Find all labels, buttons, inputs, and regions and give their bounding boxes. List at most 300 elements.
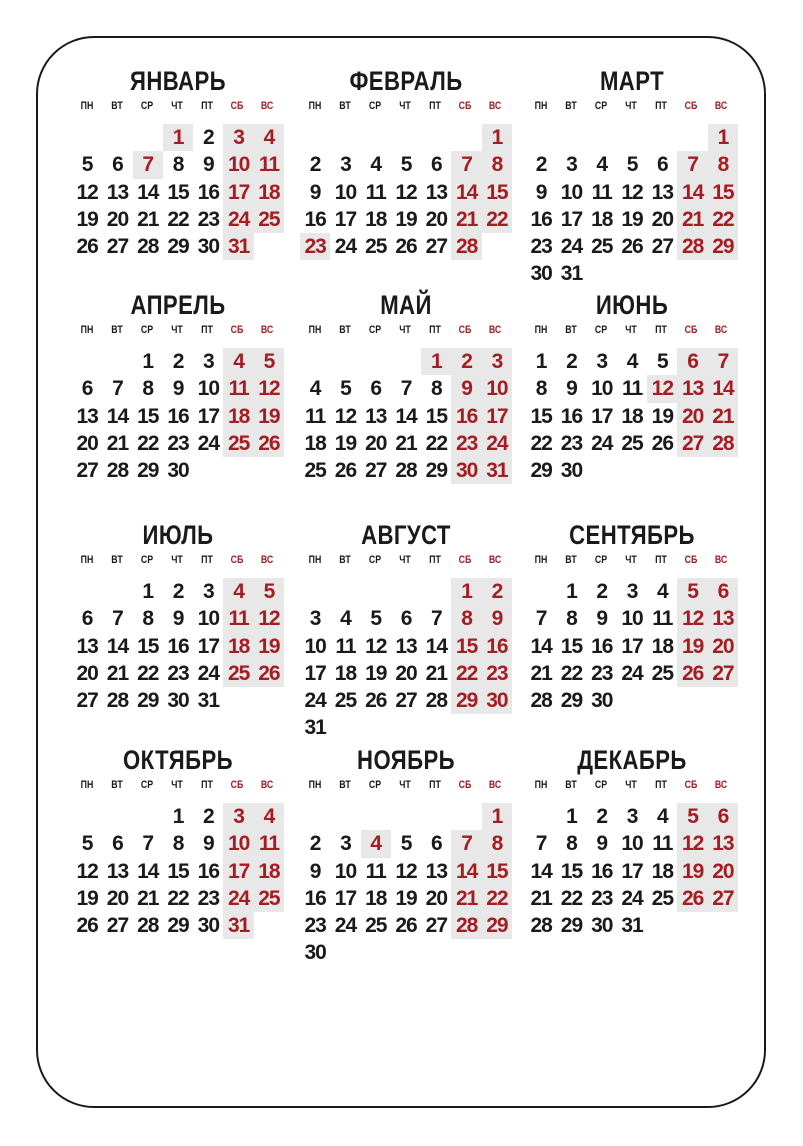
weekday-label: ВС: [714, 554, 728, 566]
day-cell: 24: [621, 886, 643, 910]
day-cell: 10: [197, 607, 220, 631]
day-cell: 18: [334, 661, 357, 685]
day-cell: 21: [395, 431, 417, 455]
day-cell-holiday: 19: [254, 403, 284, 430]
day-cell: 16: [530, 207, 552, 231]
day-cell: 7: [535, 832, 547, 856]
day-cell-holiday: 25: [254, 206, 284, 233]
day-cell: 21: [106, 661, 129, 685]
empty-cell: [526, 124, 556, 151]
day-cell: 7: [400, 377, 412, 401]
day-cell-holiday: 14: [708, 375, 738, 402]
day-cell: 24: [621, 661, 643, 685]
day-cell-holiday: 17: [223, 858, 253, 885]
day-cell: 20: [365, 431, 387, 455]
day-cell-holiday: 29: [451, 687, 481, 714]
weekday-label: ВТ: [339, 779, 351, 791]
day-cell-holiday: 28: [677, 233, 707, 260]
day-cell-holiday: 24: [482, 430, 512, 457]
weekday-label: СБ: [458, 100, 472, 112]
day-cell: 18: [621, 404, 643, 428]
day-cell: 10: [334, 859, 357, 883]
day-cell: 4: [656, 580, 668, 603]
day-cell: 5: [81, 832, 93, 856]
weekday-label: ВС: [260, 100, 274, 112]
weekday-header: [300, 100, 512, 114]
day-cell: 22: [137, 661, 159, 685]
day-grid: [300, 803, 512, 967]
day-cell-holiday: 10: [223, 151, 253, 178]
day-cell: 8: [566, 832, 577, 856]
day-cell-holiday: 28: [451, 912, 481, 939]
month-title: МАРТ: [599, 66, 665, 96]
day-cell: 1: [172, 805, 184, 828]
day-cell: 18: [365, 207, 387, 231]
day-cell-holiday: 3: [223, 124, 253, 151]
day-cell-holiday: 22: [451, 660, 481, 687]
day-cell: 28: [137, 914, 159, 938]
day-cell: 30: [530, 262, 552, 286]
day-cell: 1: [142, 580, 154, 603]
weekday-header: [526, 100, 738, 114]
day-cell: 1: [566, 580, 577, 603]
day-cell: 21: [530, 661, 552, 685]
empty-cell: [300, 348, 330, 375]
day-cell: 24: [334, 235, 357, 259]
day-cell: 5: [370, 607, 382, 631]
day-cell: 24: [197, 661, 220, 685]
day-cell: 25: [365, 235, 387, 259]
empty-cell: [361, 348, 391, 375]
day-cell-holiday: 24: [223, 206, 253, 233]
empty-cell: [72, 578, 102, 605]
day-cell-holiday: 5: [254, 578, 284, 605]
day-cell-holiday: 20: [708, 633, 738, 660]
day-cell: 17: [334, 886, 357, 910]
weekday-label: ВС: [714, 324, 728, 336]
day-cell: 3: [202, 350, 214, 373]
day-cell-holiday: 30: [482, 687, 512, 714]
day-cell: 21: [530, 886, 552, 910]
month-block: [526, 290, 738, 484]
day-cell: 4: [656, 805, 668, 828]
empty-cell: [330, 578, 360, 605]
weekday-header: [300, 554, 512, 568]
day-cell-holiday: 5: [677, 803, 707, 830]
day-cell-holiday: 12: [647, 375, 677, 402]
day-cell: 14: [530, 634, 552, 658]
day-cell-holiday: 7: [677, 151, 707, 178]
empty-cell: [330, 124, 360, 151]
day-cell: 23: [167, 661, 189, 685]
empty-cell: [102, 124, 132, 151]
day-cell: 3: [566, 153, 577, 177]
day-cell: 13: [651, 180, 674, 204]
day-cell-holiday: 4: [223, 578, 253, 605]
day-cell: 24: [560, 235, 583, 259]
day-cell: 12: [621, 180, 643, 204]
weekday-label: ВС: [488, 779, 502, 791]
day-cell: 26: [334, 459, 357, 483]
day-cell-holiday: 9: [482, 605, 512, 632]
empty-cell: [330, 803, 360, 830]
day-cell: 9: [596, 607, 608, 631]
weekday-header: [72, 554, 284, 568]
weekday-label: СР: [140, 779, 154, 791]
weekday-header: [72, 779, 284, 793]
day-cell: 31: [304, 716, 326, 740]
day-cell: 24: [197, 431, 220, 455]
day-cell: 3: [596, 350, 608, 373]
month-title: МАЙ: [380, 290, 432, 320]
month-title: АВГУСТ: [361, 520, 451, 550]
empty-cell: [300, 578, 330, 605]
weekday-label: СР: [368, 779, 382, 791]
day-cell: 2: [202, 805, 214, 828]
day-cell: 26: [365, 689, 387, 713]
weekday-label: ЧТ: [625, 554, 637, 566]
weekday-label: СР: [368, 324, 382, 336]
day-cell-holiday: 13: [677, 375, 707, 402]
day-cell-holiday: 25: [223, 660, 253, 687]
empty-cell: [526, 803, 556, 830]
day-cell: 20: [425, 207, 448, 231]
weekday-label: ВТ: [111, 779, 123, 791]
day-cell-holiday: 18: [223, 633, 253, 660]
day-cell-holiday: 22: [482, 206, 512, 233]
day-cell: 10: [197, 377, 220, 401]
day-cell: 30: [197, 235, 220, 259]
day-cell: 27: [365, 459, 387, 483]
weekday-label: ПН: [80, 324, 94, 336]
day-cell-holiday: 10: [482, 375, 512, 402]
day-cell: 20: [395, 661, 417, 685]
day-cell: 8: [430, 377, 442, 401]
weekday-label: ВТ: [565, 324, 577, 336]
day-cell: 26: [621, 235, 643, 259]
month-title: ФЕВРАЛЬ: [349, 66, 463, 96]
day-cell: 22: [167, 886, 189, 910]
weekday-label: ПН: [80, 554, 94, 566]
day-cell: 15: [167, 859, 189, 883]
day-cell: 23: [304, 914, 326, 938]
day-cell: 8: [172, 832, 184, 856]
day-cell: 4: [370, 153, 382, 177]
weekday-label: ВТ: [565, 779, 577, 791]
day-cell-holiday: 10: [223, 830, 253, 857]
day-cell: 12: [365, 634, 387, 658]
weekday-label: ЧТ: [625, 324, 637, 336]
day-cell: 25: [334, 689, 357, 713]
day-grid: [526, 348, 738, 484]
day-cell: 11: [335, 634, 356, 658]
weekday-label: СБ: [684, 100, 698, 112]
day-cell: 12: [76, 180, 98, 204]
day-cell: 27: [76, 459, 98, 483]
day-cell: 9: [596, 832, 608, 856]
day-cell: 5: [626, 153, 638, 177]
weekday-label: СР: [140, 554, 154, 566]
weekday-header: [72, 100, 284, 114]
day-cell-holiday: 21: [451, 206, 481, 233]
day-cell: 11: [591, 180, 612, 204]
day-cell: 14: [395, 404, 417, 428]
day-cell: 27: [425, 914, 448, 938]
day-cell: 17: [591, 404, 613, 428]
day-cell: 17: [197, 634, 220, 658]
empty-cell: [330, 348, 360, 375]
weekday-label: ЧТ: [625, 779, 637, 791]
weekday-label: ПН: [80, 100, 94, 112]
weekday-label: ПТ: [201, 554, 213, 566]
day-grid: [300, 348, 512, 484]
day-cell: 17: [334, 207, 357, 231]
weekday-label: СБ: [230, 779, 244, 791]
weekday-label: ПН: [534, 100, 548, 112]
day-cell-holiday: 7: [708, 348, 738, 375]
day-cell: 13: [76, 634, 98, 658]
day-cell: 12: [395, 180, 417, 204]
weekday-header: [526, 554, 738, 568]
day-cell: 9: [172, 607, 184, 631]
day-cell: 22: [530, 431, 552, 455]
month-block: [72, 290, 284, 484]
weekday-header: [300, 324, 512, 338]
weekday-label: ВС: [260, 779, 274, 791]
empty-cell: [391, 578, 421, 605]
day-cell-holiday: 29: [708, 233, 738, 260]
day-cell-holiday: 16: [451, 403, 481, 430]
month-title: СЕНТЯБРЬ: [569, 520, 695, 550]
day-cell: 27: [106, 914, 129, 938]
day-cell: 23: [591, 661, 613, 685]
day-cell: 9: [309, 859, 321, 883]
day-cell: 2: [172, 350, 184, 373]
day-cell-holiday: 14: [451, 858, 481, 885]
day-cell: 19: [76, 207, 98, 231]
day-cell: 16: [167, 634, 189, 658]
day-cell: 22: [560, 661, 583, 685]
month-block: [300, 66, 512, 260]
day-cell: 6: [400, 607, 412, 631]
day-cell: 14: [137, 859, 159, 883]
day-cell: 23: [197, 207, 220, 231]
day-cell: 22: [560, 886, 583, 910]
weekday-label: ПТ: [429, 324, 441, 336]
empty-cell: [361, 578, 391, 605]
weekday-label: СБ: [458, 324, 472, 336]
day-cell: 7: [112, 377, 123, 401]
day-cell-holiday: 1: [482, 124, 512, 151]
day-cell: 20: [651, 207, 674, 231]
day-cell: 29: [560, 689, 583, 713]
day-grid: [526, 803, 738, 939]
month-title: АПРЕЛЬ: [130, 290, 226, 320]
day-cell: 14: [530, 859, 552, 883]
day-cell-holiday: 6: [677, 348, 707, 375]
day-cell: 23: [167, 431, 189, 455]
day-cell: 23: [530, 235, 552, 259]
weekday-label: ПТ: [655, 324, 667, 336]
day-cell: 27: [425, 235, 448, 259]
day-cell-holiday: 1: [451, 578, 481, 605]
day-cell: 22: [137, 431, 159, 455]
day-cell: 12: [395, 859, 417, 883]
day-cell: 5: [656, 350, 668, 373]
day-cell: 9: [172, 377, 184, 401]
day-cell: 9: [202, 153, 214, 177]
day-cell: 12: [334, 404, 357, 428]
day-cell: 23: [197, 886, 220, 910]
day-cell-holiday: 21: [451, 885, 481, 912]
day-cell: 2: [309, 832, 321, 856]
day-cell: 28: [425, 689, 448, 713]
month-block: [526, 66, 738, 288]
day-cell: 8: [172, 153, 184, 177]
day-cell-holiday: 19: [677, 633, 707, 660]
day-cell: 21: [137, 207, 159, 231]
day-cell: 29: [137, 689, 159, 713]
day-cell-holiday: 15: [482, 179, 512, 206]
weekday-label: ВТ: [111, 324, 123, 336]
weekday-label: ПТ: [201, 779, 213, 791]
empty-cell: [102, 578, 132, 605]
empty-cell: [677, 124, 707, 151]
day-cell: 13: [425, 859, 448, 883]
day-cell: 26: [76, 235, 98, 259]
day-cell: 3: [340, 832, 351, 856]
day-cell-holiday: 28: [451, 233, 481, 260]
day-cell: 19: [76, 886, 98, 910]
weekday-label: ПН: [534, 779, 548, 791]
empty-cell: [72, 124, 102, 151]
day-cell-holiday: 23: [451, 430, 481, 457]
day-cell: 19: [651, 404, 674, 428]
day-cell-holiday: 31: [223, 233, 253, 260]
day-grid: [72, 348, 284, 484]
weekday-label: СБ: [230, 324, 244, 336]
day-cell: 3: [626, 580, 638, 603]
day-cell: 9: [535, 180, 547, 204]
weekday-label: ЧТ: [399, 100, 411, 112]
day-cell: 13: [365, 404, 387, 428]
day-cell: 13: [106, 859, 129, 883]
day-cell-holiday: 24: [223, 885, 253, 912]
weekday-label: СБ: [684, 324, 698, 336]
day-cell: 11: [305, 404, 326, 428]
weekday-label: ВТ: [111, 100, 123, 112]
day-cell: 3: [309, 607, 321, 631]
day-cell: 26: [651, 431, 674, 455]
day-cell: 2: [309, 153, 321, 177]
day-grid: [300, 124, 512, 260]
day-cell: 24: [334, 914, 357, 938]
month-block: [72, 66, 284, 260]
day-cell-holiday: 15: [451, 633, 481, 660]
day-cell: 3: [202, 580, 214, 603]
day-cell-holiday: 8: [482, 830, 512, 857]
day-cell: 10: [621, 832, 643, 856]
day-cell: 23: [560, 431, 583, 455]
month-title: НОЯБРЬ: [357, 745, 455, 775]
day-cell-holiday: 19: [254, 633, 284, 660]
weekday-label: СБ: [684, 554, 698, 566]
day-cell: 18: [304, 431, 326, 455]
day-cell-holiday: 2: [451, 348, 481, 375]
day-cell: 9: [309, 180, 321, 204]
day-cell-holiday: 21: [677, 206, 707, 233]
day-cell: 26: [395, 235, 417, 259]
weekday-label: ВТ: [339, 324, 351, 336]
day-cell-holiday: 23: [300, 233, 330, 260]
day-cell: 30: [167, 459, 189, 483]
day-cell-holiday: 1: [421, 348, 451, 375]
day-cell: 28: [530, 689, 552, 713]
day-cell: 2: [535, 153, 547, 177]
weekday-label: ВТ: [565, 100, 577, 112]
day-cell-holiday: 9: [451, 375, 481, 402]
weekday-label: ПН: [308, 324, 322, 336]
day-cell: 4: [626, 350, 638, 373]
weekday-label: ВТ: [339, 554, 351, 566]
day-cell: 10: [304, 634, 326, 658]
month-title: ИЮЛЬ: [142, 520, 214, 550]
month-title: ОКТЯБРЬ: [123, 745, 233, 775]
empty-cell: [451, 803, 481, 830]
day-cell-holiday: 25: [223, 430, 253, 457]
day-cell: 30: [591, 689, 613, 713]
day-cell: 20: [425, 886, 448, 910]
day-cell: 15: [530, 404, 552, 428]
day-cell: 6: [81, 607, 93, 631]
day-cell: 21: [106, 431, 129, 455]
day-cell: 13: [106, 180, 129, 204]
empty-cell: [133, 124, 163, 151]
day-cell-holiday: 8: [451, 605, 481, 632]
day-cell-holiday: 4: [361, 830, 391, 857]
day-cell: 29: [137, 459, 159, 483]
day-cell: 26: [76, 914, 98, 938]
day-cell: 6: [81, 377, 93, 401]
empty-cell: [300, 124, 330, 151]
day-cell: 17: [197, 404, 220, 428]
day-cell: 30: [560, 459, 583, 483]
weekday-label: СР: [594, 779, 608, 791]
day-grid: [526, 124, 738, 288]
weekday-label: ВТ: [339, 100, 351, 112]
day-cell: 16: [167, 404, 189, 428]
day-cell: 29: [167, 235, 189, 259]
day-cell: 20: [106, 886, 129, 910]
day-cell: 11: [365, 180, 386, 204]
month-block: [526, 520, 738, 714]
day-cell: 15: [137, 404, 159, 428]
day-cell: 18: [591, 207, 613, 231]
day-cell: 2: [202, 126, 214, 149]
empty-cell: [300, 803, 330, 830]
day-cell: 5: [340, 377, 351, 401]
weekday-label: СР: [368, 100, 382, 112]
day-cell-holiday: 12: [677, 830, 707, 857]
day-cell: 29: [530, 459, 552, 483]
weekday-label: ПН: [534, 324, 548, 336]
day-cell-holiday: 3: [482, 348, 512, 375]
day-cell: 15: [425, 404, 448, 428]
empty-cell: [617, 124, 647, 151]
day-cell: 21: [425, 661, 448, 685]
weekday-label: СБ: [230, 100, 244, 112]
day-cell: 13: [76, 404, 98, 428]
